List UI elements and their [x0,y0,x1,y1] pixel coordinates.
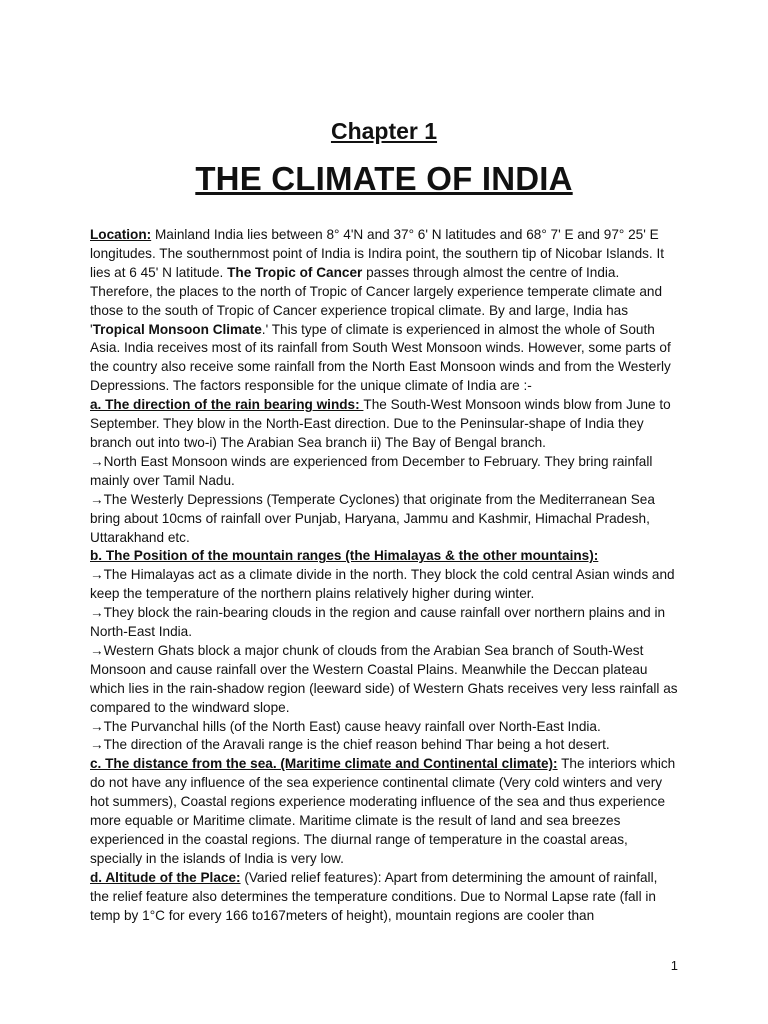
location-text-1: Mainland India lies between 8° 4'N and 37° 6' N latitudes and 68° 7' E and 97° 25' E longitudes. The southernmost point of India is Indira point, the southern tip of Nicobar Islands. It lies at 6 45' N latitude. [90,227,665,280]
section-b-heading: b. The Position of the mountain ranges (the Himalayas & the other mountains): [90,548,599,564]
location-label: Location: [90,227,152,242]
document-title: THE CLIMATE OF INDIA [195,160,573,197]
section-b-point-5: →The direction of the Aravali range is the chief reason behind Thar being a hot desert. [90,737,610,753]
location-paragraph [90,226,680,396]
section-a-point-3: →The Westerly Depressions (Temperate Cyclones) that originate from the Mediterranean Sea bring about 10cms of rainfall over Punjab, Haryana, Jammu and Kashmir, Himachal Pradesh, Uttarakhand etc. [90,491,655,545]
location-text-3: .' This type of climate is experienced in almost the whole of South Asia. India receives most of its rainfall from South West Monsoon winds. However, some parts of the country also receive some rainfall from the North East Monsoon winds and from the Westerly Depressions. The factors responsible for the unique climate of India are :- [90,321,671,394]
section-a-text: The South-West Monsoon winds blow from June to September. They blow in the North-East direction. Due to the Peninsular-shape of India they branch out into two-i) The Arabian Sea branch ii) The Bay of Bengal branch. [90,397,671,450]
section-c-heading: c. The distance from the sea. (Maritime climate and Continental climate): [90,756,558,772]
section-c-text: The interiors which do not have any influence of the sea experience continental climate (Very cold winters and very hot summers), Coastal regions experience moderating influence of the sea and thus experience more equable or Maritime climate. Maritime climate is the result of land and sea breezes experienced in the coastal regions. The diurnal range of temperature in the coastal areas, specially in the islands of India is very low. [90,756,676,866]
tropical-monsoon-term: Tropical Monsoon Climate [92,321,262,337]
section-d-paragraph [90,869,680,926]
location-text-2: passes through almost the centre of India. Therefore, the places to the north of Tropic of Cancer largely experience temperate climate and those to the south of Tropic of Cancer experience tropical climate. By and large, India has ' [90,264,662,337]
section-b-point-2: →They block the rain-bearing clouds in the region and cause rainfall over northern plains and in North-East India. [90,605,666,640]
section-a-heading: a. The direction of the rain bearing winds: [90,397,364,413]
section-a-paragraph [90,396,680,453]
section-a-point-2: →North East Monsoon winds are experienced from December to February. They bring rainfall mainly over Tamil Nadu. [90,453,653,488]
page-number: 1 [670,958,678,973]
section-c-paragraph [90,755,680,868]
document-body [90,226,680,926]
section-d-heading: d. Altitude of the Place: [90,869,241,885]
tropic-of-cancer-term: The Tropic of Cancer [227,264,363,280]
section-b-heading-paragraph [90,547,680,566]
section-d-text: (Varied relief features): Apart from determining the amount of rainfall, the relief feature also determines the temperature conditions. Due to Normal Lapse rate (fall in temp by 1°C for every 166 to167meters of height), mountain regions are cooler than [90,869,658,923]
chapter-label: Chapter 1 [330,118,438,144]
section-b-point-3: →Western Ghats block a major chunk of clouds from the Arabian Sea branch of South-West Monsoon and cause rainfall over the Western Coastal Plains. Meanwhile the Deccan plateau which lies in the rain-shadow region (leeward side) of Western Ghats receives very less rainfall as compared to the windward slope. [90,642,678,715]
section-b-point-4: →The Purvanchal hills (of the North East) cause heavy rainfall over North-East India. [90,718,601,734]
section-b-point-1: →The Himalayas act as a climate divide in the north. They block the cold central Asian winds and keep the temperature of the northern plains relatively higher during winter. [90,567,675,602]
